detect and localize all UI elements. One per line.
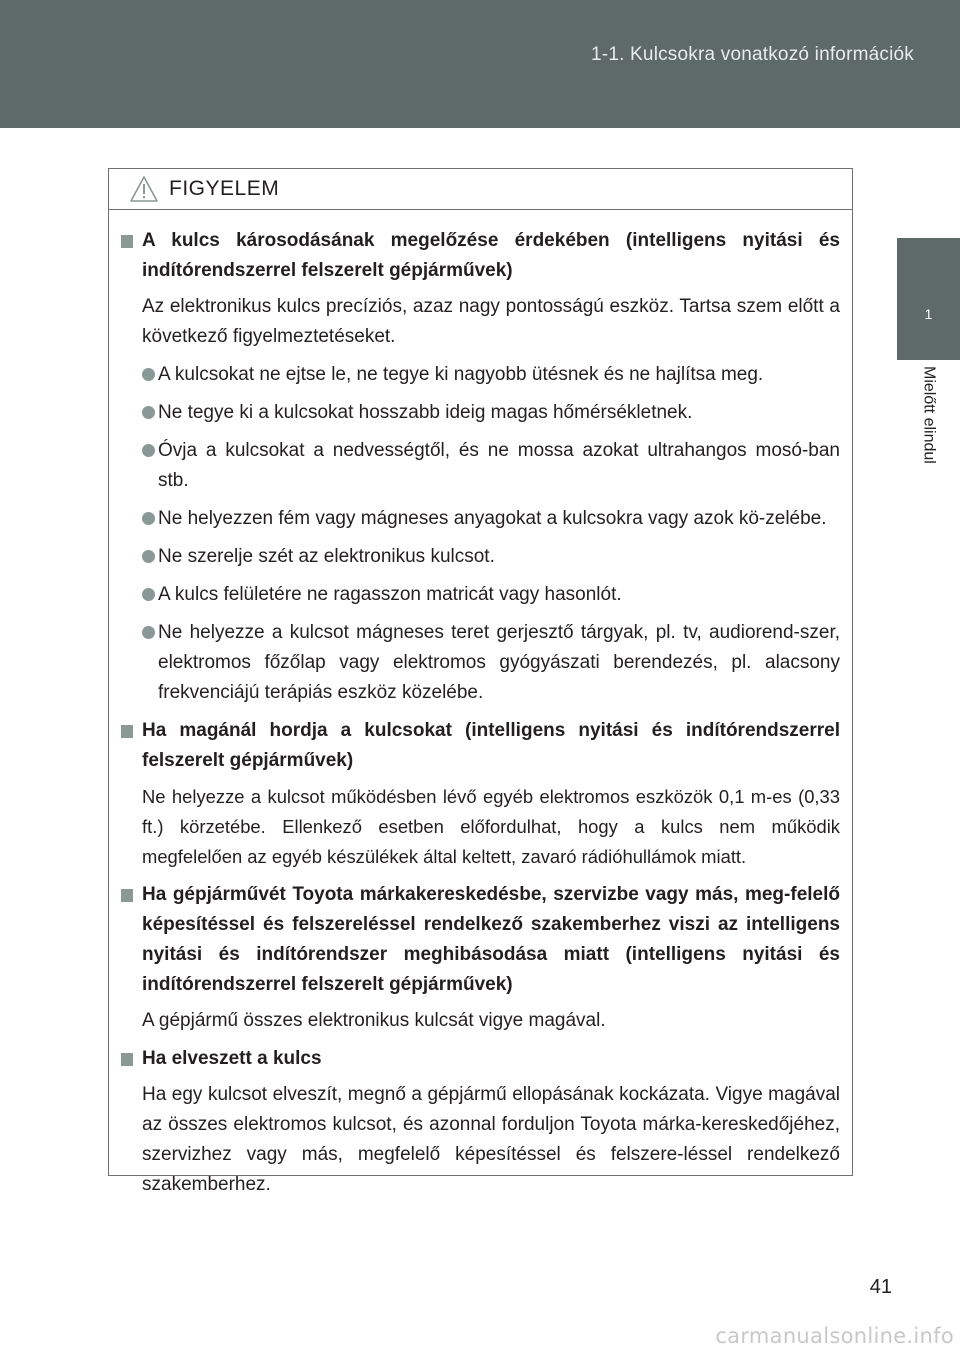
circle-bullet-icon bbox=[142, 406, 155, 419]
square-bullet-icon bbox=[121, 889, 133, 902]
list-item: Ne helyezzen fém vagy mágneses anyagokat a kulcsokra vagy azok kö-zelébe. bbox=[118, 504, 840, 534]
caution-title: FIGYELEM bbox=[169, 177, 280, 200]
section-heading: A kulcs károsodásának megelőzése érdekében (intelligens nyitási és indítórendszerrel felszerelt gépjárművek) bbox=[118, 226, 840, 286]
section-text: Ha egy kulcsot elveszít, megnő a gépjármű ellopásának kockázata. Vigye magával az összes elektromos kulcsot, és azonnal forduljon Toyota márka-kereskedőjéhez, szervizhez vagy más, megfelelő képesítéssel és felszere-léssel rendelkező szakemberhez. bbox=[142, 1084, 840, 1195]
caution-header bbox=[109, 169, 852, 210]
section-text: A gépjármű összes elektronikus kulcsát vigye magával. bbox=[142, 1010, 606, 1031]
caution-box bbox=[108, 168, 853, 1195]
chapter-tab bbox=[897, 238, 960, 360]
section-text: Az elektronikus kulcs precíziós, azaz nagy pontosságú eszköz. Tartsa szem előtt a következő figyelmeztetéseket. bbox=[142, 296, 840, 347]
chapter-number: 1 bbox=[924, 306, 933, 322]
section-heading: Ha gépjárművét Toyota márkakereskedésbe, szervizbe vagy más, meg-felelő képesítéssel és felszereléssel rendelkező szakemberhez viszi az intelligens nyitási és indítórendszer meghibásodása miatt (intelligens nyitási és indítórendszerrel felszerelt gépjárművek) bbox=[118, 880, 840, 1000]
list-item: Óvja a kulcsokat a nedvességtől, és ne mossa azokat ultrahangos mosó-ban stb. bbox=[118, 436, 840, 496]
section-text: Ne helyezze a kulcsot működésben lévő egyéb elektromos eszközök 0,1 m-es (0,33 ft.) körzetébe. Ellenkező esetben előfordulhat, hogy a kulcs nem működik megfelelően az egyéb készülékek által keltett, zavaró rádióhullámok miatt. bbox=[142, 786, 840, 867]
watermark: carmanualsonline.info bbox=[715, 1324, 954, 1348]
circle-bullet-icon bbox=[142, 588, 155, 601]
square-bullet-icon bbox=[121, 1053, 133, 1066]
chapter-label-area bbox=[897, 360, 960, 560]
list-item: Ne szerelje szét az elektronikus kulcsot. bbox=[118, 542, 840, 572]
caution-body bbox=[109, 210, 852, 1200]
section-heading: Ha magánál hordja a kulcsokat (intelligens nyitási és indítórendszerrel felszerelt gépjárművek) bbox=[118, 716, 840, 776]
list-item: Ne helyezze a kulcsot mágneses teret gerjesztő tárgyak, pl. tv, audiorend-szer, elektromos főzőlap vagy elektromos gyógyászati berendezés, pl. alacsony frekvenciájú terápiás eszköz közelébe. bbox=[118, 618, 840, 708]
chapter-label: Mielőtt elindul bbox=[920, 366, 938, 464]
square-bullet-icon bbox=[121, 235, 133, 248]
section-heading: Ha elveszett a kulcs bbox=[118, 1044, 840, 1074]
circle-bullet-icon bbox=[142, 368, 155, 381]
circle-bullet-icon bbox=[142, 512, 155, 525]
circle-bullet-icon bbox=[142, 626, 155, 639]
list-item: Ne tegye ki a kulcsokat hosszabb ideig magas hőmérsékletnek. bbox=[118, 398, 840, 428]
circle-bullet-icon bbox=[142, 550, 155, 563]
warning-triangle-icon bbox=[129, 175, 159, 203]
header-band bbox=[0, 0, 960, 128]
list-item: A kulcsokat ne ejtse le, ne tegye ki nagyobb ütésnek és ne hajlítsa meg. bbox=[118, 360, 840, 390]
square-bullet-icon bbox=[121, 725, 133, 738]
circle-bullet-icon bbox=[142, 444, 155, 457]
section-title: 1-1. Kulcsokra vonatkozó információk bbox=[591, 44, 914, 65]
page-number: 41 bbox=[869, 1276, 892, 1298]
list-item: A kulcs felületére ne ragasszon matricát vagy hasonlót. bbox=[118, 580, 840, 610]
